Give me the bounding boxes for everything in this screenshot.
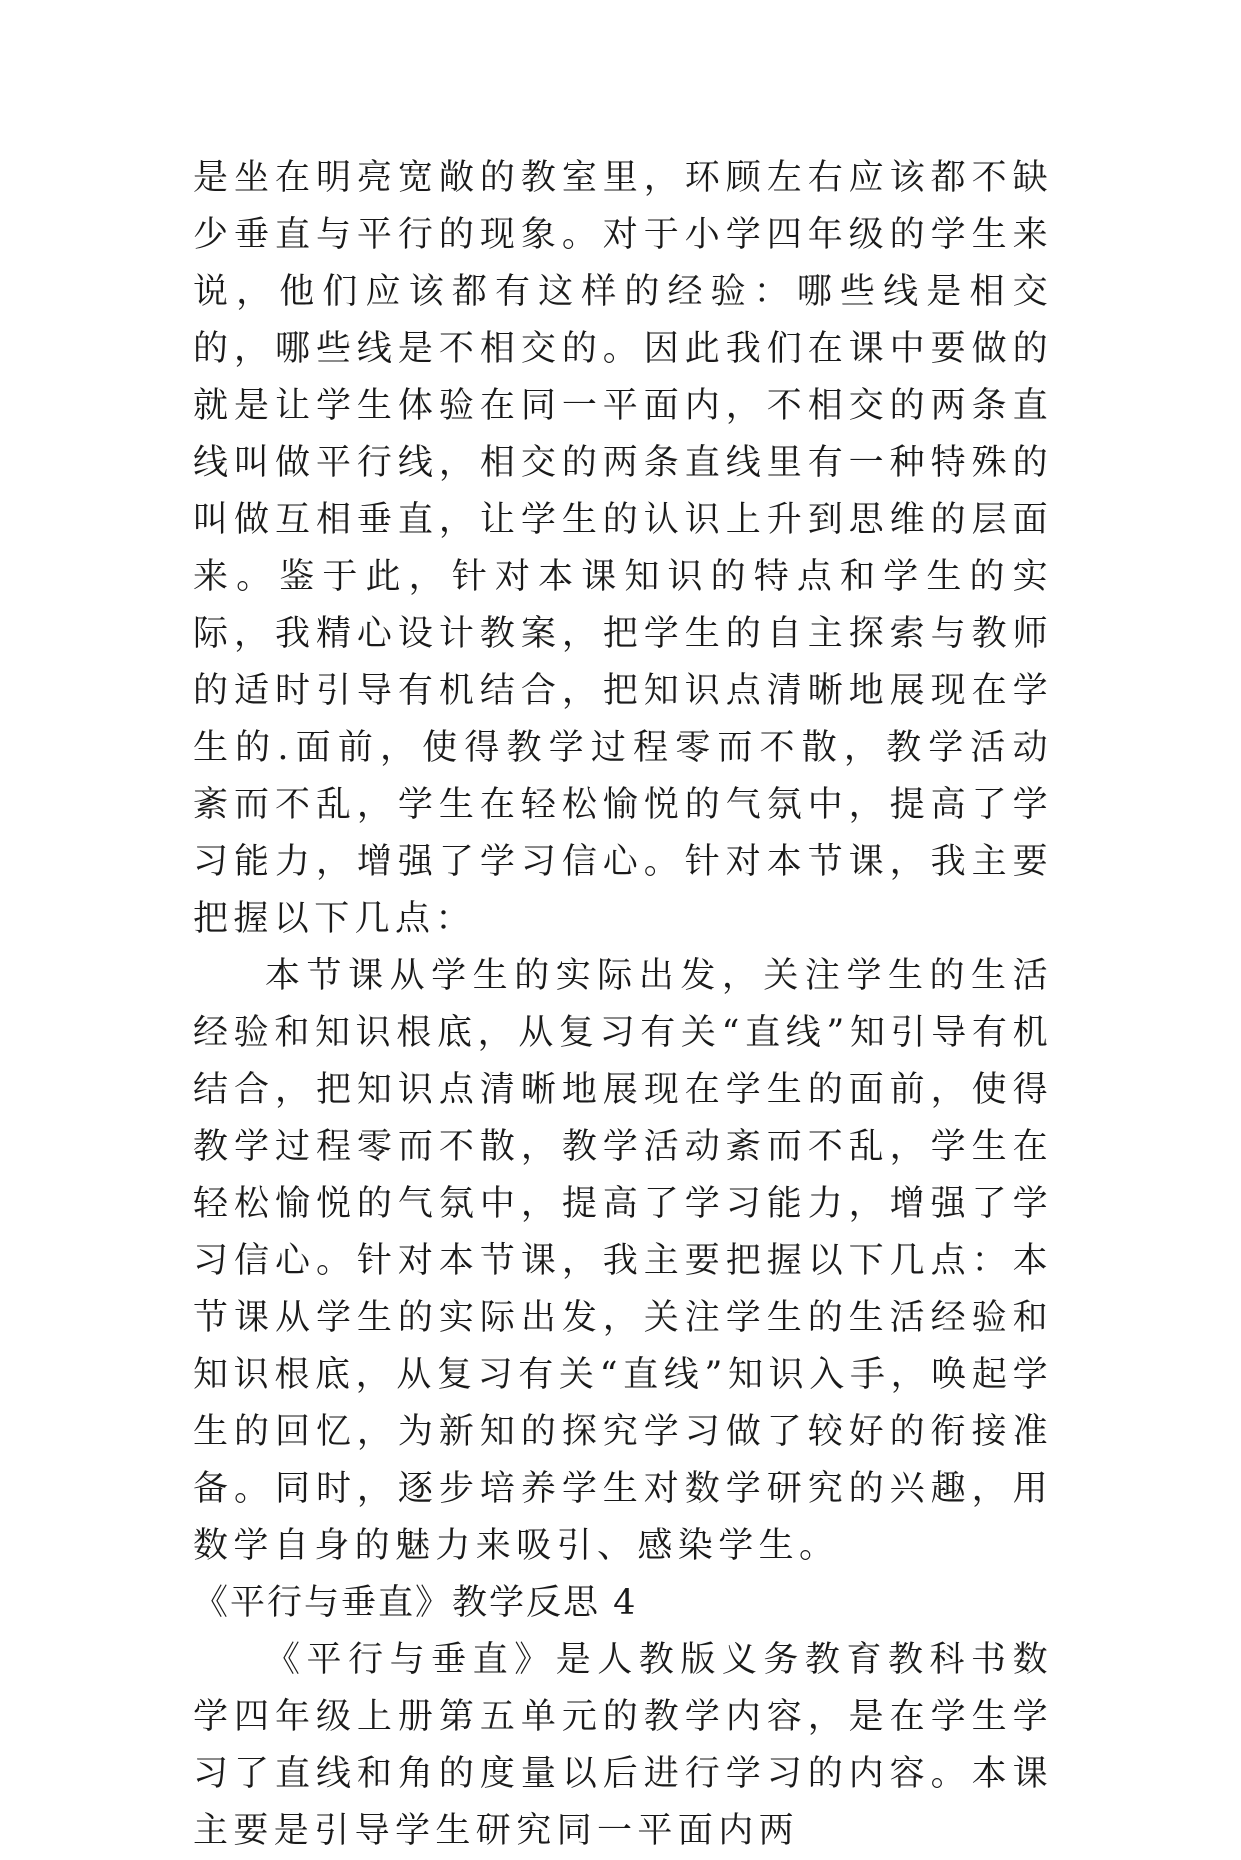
body-paragraph-final: 《平行与垂直》是人教版义务教育教科书数学四年级上册第五单元的教学内容，是在学生学习了直线和角的度量以后进行学习的内容。本课主要是引导学生研究同一平面内两 (193, 1640, 1053, 1851)
body-paragraph: 本节课从学生的实际出发，关注学生的生活经验和知识根底，从复习有关“直线”知引导有机结合，把知识点清晰地展现在学生的面前，使得教学过程零而不散，教学活动紊而不乱，学生在轻松愉悦的气氛中，提高了学习能力，增强了学习信心。针对本节课，我主要把握以下几点：本节课从学生的实际出发，关注学生的生活经验和知识根底，从复习有关“直线”知识入手，唤起学生的回忆，为新知的探究学习做了较好的衔接准备。同时，逐步培养学生对数学研究的兴趣，用数学自身的魅力来吸引、感染学生。 (193, 956, 1053, 1566)
document-body (193, 150, 1053, 1860)
section-heading: 《平行与垂直》教学反思 4 (193, 1583, 638, 1623)
body-paragraph-continued: 是坐在明亮宽敞的教室里，环顾左右应该都不缺少垂直与平行的现象。对于小学四年级的学生来说，他们应该都有这样的经验：哪些线是相交的，哪些线是不相交的。因此我们在课中要做的就是让学生体验在同一平面内，不相交的两条直线叫做平行线，相交的两条直线里有一种特殊的叫做互相垂直，让学生的认识上升到思维的层面来。鉴于此，针对本课知识的特点和学生的实际，我精心设计教案，把学生的自主探索与教师的适时引导有机结合，把知识点清晰地展现在学生的.面前，使得教学过程零而不散，教学活动紊而不乱，学生在轻松愉悦的气氛中，提高了学习能力，增强了学习信心。针对本节课，我主要把握以下几点： (193, 158, 1053, 939)
